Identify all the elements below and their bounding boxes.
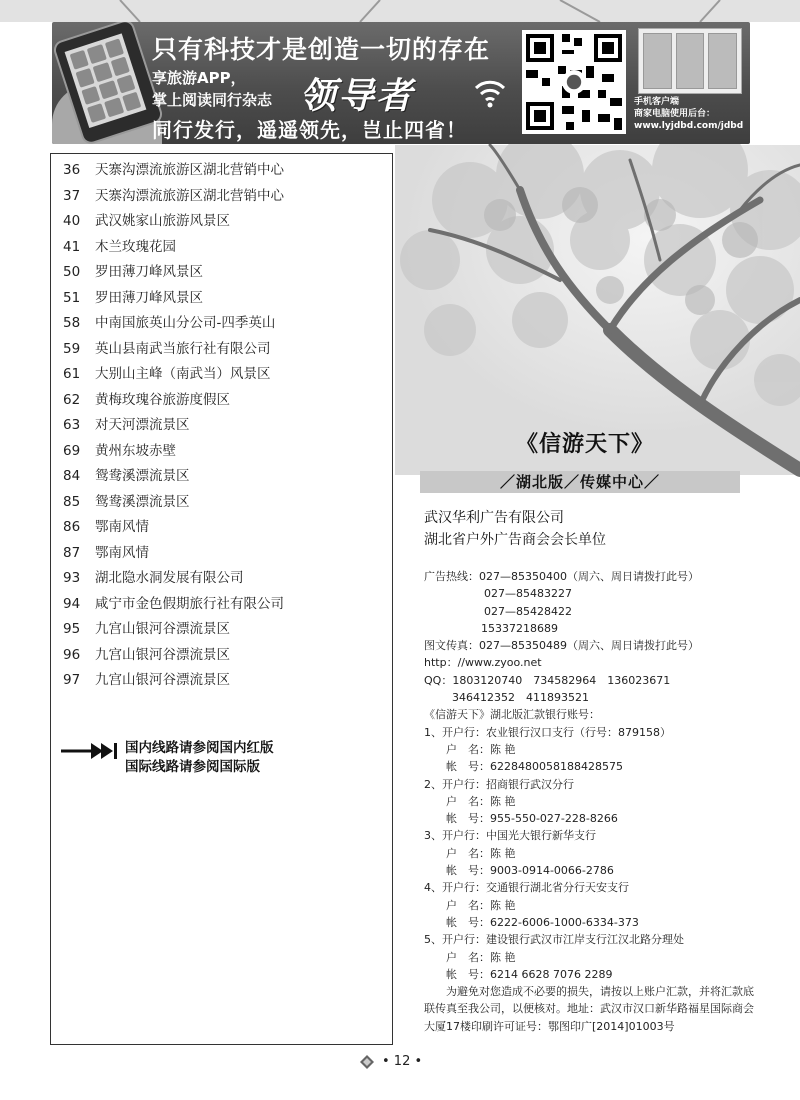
list-item	[51, 566, 391, 592]
advertiser-list	[51, 158, 391, 694]
bank3-holder: 户 名：陈 艳	[446, 846, 516, 860]
listing-name: 木兰玫瑰花园	[95, 238, 176, 255]
listing-name: 鸳鸯溪漂流景区	[95, 468, 190, 484]
list-item	[51, 643, 391, 669]
list-item	[51, 439, 391, 465]
listing-name: 对天河漂流景区	[95, 417, 190, 433]
listing-page-number: 58	[63, 315, 81, 331]
listing-page-number: 36	[63, 162, 81, 178]
list-item	[51, 209, 391, 235]
fax-line: 图文传真：027—85350489（周六、周日请拨打此号）	[424, 639, 699, 653]
bank1-holder: 户 名：陈 艳	[446, 742, 516, 756]
diamond-logo-icon	[360, 1055, 374, 1069]
wifi-icon	[472, 74, 508, 110]
international-route-note: 国际线路请参阅国际版	[125, 759, 260, 775]
bank2-account: 帐 号：955-550-027-228-8266	[446, 812, 618, 826]
qr-code-icon[interactable]	[522, 30, 626, 134]
list-item	[51, 617, 391, 643]
listing-name: 英山县南武当旅行社有限公司	[95, 340, 271, 357]
listing-page-number: 50	[63, 264, 81, 280]
listing-page-number: 37	[63, 187, 81, 204]
list-item	[51, 541, 391, 567]
listing-name: 九宫山银河谷漂流景区	[95, 672, 230, 688]
qq-line-1: QQ：1803120740 734582964 136023671	[424, 673, 671, 687]
qq-line-2: 346412352 411893521	[452, 691, 589, 705]
bank2-holder: 户 名：陈 艳	[446, 794, 516, 808]
bank5-account: 帐 号：6214 6628 7076 2289	[446, 967, 613, 981]
list-item	[51, 158, 391, 184]
listing-name: 鸳鸯溪漂流景区	[95, 493, 190, 510]
list-item	[51, 515, 391, 541]
list-item	[51, 388, 391, 414]
listing-name: 罗田薄刀峰风景区	[95, 289, 203, 306]
bank1-branch: 1、开户行：农业银行汉口支行（行号：879158）	[424, 725, 671, 739]
list-item	[51, 286, 391, 312]
listing-name: 鄂南风情	[95, 519, 149, 535]
listing-name: 大别山主峰（南武当）风景区	[95, 366, 271, 382]
banner-slogan: 同行发行，遥遥领先，岂止四省！	[152, 118, 467, 142]
banner-note	[634, 96, 746, 132]
listing-name: 黄梅玫瑰谷旅游度假区	[95, 391, 230, 408]
listing-name: 武汉姚家山旅游风景区	[95, 213, 230, 229]
listing-page-number: 97	[63, 672, 81, 688]
listing-page-number: 51	[63, 289, 81, 306]
page-footer	[360, 1054, 422, 1069]
list-item	[51, 362, 391, 388]
company-name: 武汉华利广告有限公司	[424, 510, 564, 526]
tablet-screens-graphic	[638, 28, 742, 94]
listing-name: 湖北隐水洞发展有限公司	[95, 570, 244, 586]
list-item	[51, 668, 391, 694]
ad-hotline: 广告热线：027—85350400（周六、周日请拨打此号）	[424, 570, 699, 583]
list-item	[51, 490, 391, 516]
magazine-title: 《信游天下》	[516, 432, 655, 457]
listing-page-number: 86	[63, 519, 81, 535]
phone-line-2: 027—85483227	[484, 587, 572, 601]
bank4-branch: 4、开户行：交通银行湖北省分行天安支行	[424, 881, 629, 895]
company-title: 湖北省户外广告商会会长单位	[424, 532, 606, 548]
fast-forward-arrow-icon	[61, 741, 121, 761]
bank4-holder: 户 名：陈 艳	[446, 898, 516, 912]
listing-page-number: 85	[63, 493, 81, 510]
bank2-branch: 2、开户行：招商银行武汉分行	[424, 777, 574, 791]
list-item	[51, 592, 391, 618]
bank3-account: 帐 号：9003-0914-0066-2786	[446, 864, 614, 878]
bank3-branch: 3、开户行：中国光大银行新华支行	[424, 829, 596, 843]
phone-line-3: 027—85428422	[484, 604, 572, 618]
company-block	[424, 507, 606, 551]
list-item	[51, 184, 391, 210]
listing-name: 天寨沟漂流旅游区湖北营销中心	[95, 187, 284, 204]
listing-page-number: 69	[63, 442, 81, 459]
list-item	[51, 464, 391, 490]
advertiser-index-box	[50, 153, 393, 1045]
remittance-notice: 为避免对您造成不必要的损失，请按以上账户汇款，并将汇款底联传真至我公司，以便核对。地址：武汉市汉口新华路福星国际商会大厦17楼印刷许可证号：鄂图印广[2014]01003号	[424, 985, 754, 1033]
bank5-holder: 户 名：陈 艳	[446, 950, 516, 964]
listing-page-number: 40	[63, 213, 81, 229]
listing-page-number: 84	[63, 468, 81, 484]
banner-leader-text: 领导者	[300, 76, 415, 117]
list-item	[51, 311, 391, 337]
listing-name: 罗田薄刀峰风景区	[95, 264, 203, 280]
bank4-account: 帐 号：6222-6006-1000-6334-373	[446, 915, 639, 929]
bank5-branch: 5、开户行：建设银行武汉市江岸支行江汉北路分理处	[424, 933, 684, 947]
listing-page-number: 41	[63, 238, 81, 255]
listing-page-number: 63	[63, 417, 81, 433]
note-title: 手机客户端	[634, 97, 680, 107]
list-item	[51, 337, 391, 363]
listing-page-number: 93	[63, 570, 81, 586]
listing-page-number: 87	[63, 544, 81, 561]
listing-page-number: 95	[63, 621, 81, 637]
edition-bar: ／湖北版／传媒中心／	[420, 471, 740, 493]
listing-page-number: 96	[63, 646, 81, 663]
listing-name: 黄州东坡赤壁	[95, 442, 176, 459]
route-reference-note	[61, 739, 274, 777]
listing-name: 中南国旅英山分公司-四季英山	[95, 315, 276, 331]
website-link[interactable]: http：//www.zyoo.net	[424, 656, 542, 670]
phone-line-4: 15337218689	[481, 621, 558, 635]
domestic-route-note: 国内线路请参阅国内红版	[125, 740, 274, 756]
listing-name: 咸宁市金色假期旅行社有限公司	[95, 595, 284, 612]
listing-name: 鄂南风情	[95, 544, 149, 561]
listing-name: 天寨沟漂流旅游区湖北营销中心	[95, 162, 284, 178]
note-backend-label: 商家电脑使用后台：	[634, 109, 716, 119]
listing-page-number: 59	[63, 340, 81, 357]
list-item	[51, 260, 391, 286]
listing-page-number: 61	[63, 366, 81, 382]
bank1-account: 帐 号：6228480058188428575	[446, 760, 623, 774]
contact-info	[424, 568, 754, 1035]
listing-name: 九宫山银河谷漂流景区	[95, 621, 230, 637]
list-item	[51, 235, 391, 261]
banner-read-line: 掌上阅读同行杂志	[152, 91, 273, 109]
listing-page-number: 94	[63, 595, 81, 612]
bank-accounts-title: 《信游天下》湖北版汇款银行账号：	[424, 708, 600, 722]
listing-name: 九宫山银河谷漂流景区	[95, 646, 230, 663]
listing-page-number: 62	[63, 391, 81, 408]
page-number: • 12 •	[382, 1054, 423, 1069]
app-promo-banner[interactable]	[52, 22, 750, 144]
banner-headline: 只有科技才是创造一切的存在	[152, 35, 491, 64]
note-url-link[interactable]: www.lyjdbd.com/jdbd	[634, 121, 744, 131]
list-item	[51, 413, 391, 439]
banner-app-line: 享旅游APP，	[152, 69, 246, 87]
